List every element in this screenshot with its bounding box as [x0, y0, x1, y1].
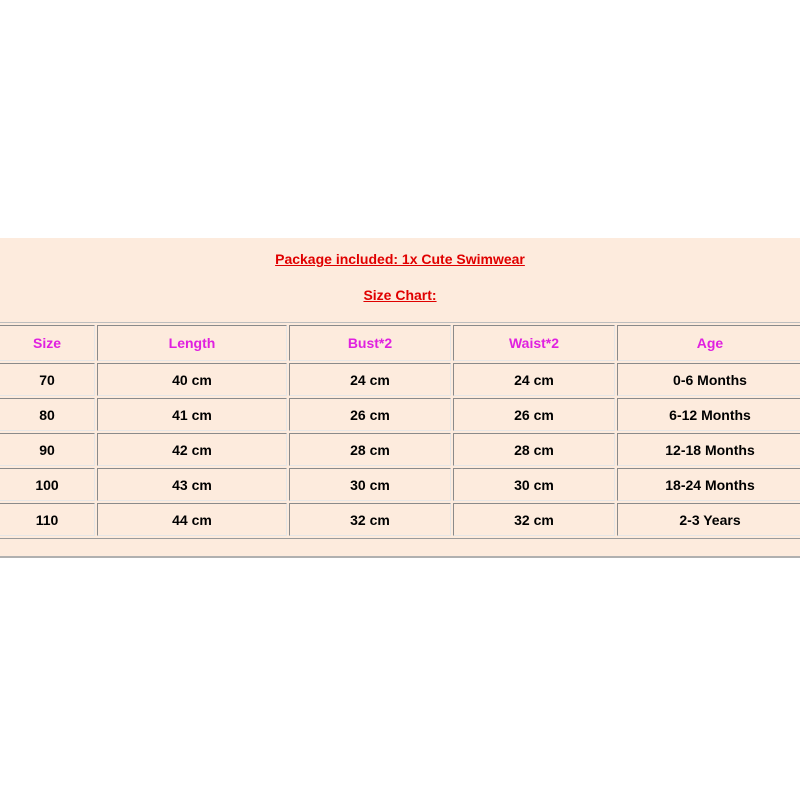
cell-bust: 30 cm — [289, 468, 451, 501]
cell-waist: 32 cm — [453, 503, 615, 536]
cell-waist: 28 cm — [453, 433, 615, 466]
table-row — [0, 433, 800, 466]
cell-length: 40 cm — [97, 363, 287, 396]
table-row — [0, 468, 800, 501]
header-waist: Waist*2 — [453, 325, 615, 361]
header-size: Size — [0, 325, 95, 361]
size-chart-heading: Size Chart: — [363, 287, 437, 303]
cell-size: 80 — [0, 398, 95, 431]
cell-size: 90 — [0, 433, 95, 466]
cell-age: 0-6 Months — [617, 363, 800, 396]
table-header-row — [0, 325, 800, 361]
cell-length: 44 cm — [97, 503, 287, 536]
cell-length: 43 cm — [97, 468, 287, 501]
cell-age: 2-3 Years — [617, 503, 800, 536]
table-row — [0, 363, 800, 396]
cell-bust: 28 cm — [289, 433, 451, 466]
cell-age: 18-24 Months — [617, 468, 800, 501]
size-chart-panel — [0, 238, 800, 558]
cell-bust: 26 cm — [289, 398, 451, 431]
table-row — [0, 503, 800, 536]
cell-length: 42 cm — [97, 433, 287, 466]
cell-waist: 26 cm — [453, 398, 615, 431]
panel-bottom-divider — [0, 556, 800, 558]
cell-bust: 24 cm — [289, 363, 451, 396]
cell-size: 70 — [0, 363, 95, 396]
cell-age: 6-12 Months — [617, 398, 800, 431]
cell-length: 41 cm — [97, 398, 287, 431]
cell-size: 100 — [0, 468, 95, 501]
header-length: Length — [97, 325, 287, 361]
header-age: Age — [617, 325, 800, 361]
cell-bust: 32 cm — [289, 503, 451, 536]
cell-age: 12-18 Months — [617, 433, 800, 466]
table-row — [0, 398, 800, 431]
header-bust: Bust*2 — [289, 325, 451, 361]
cell-waist: 24 cm — [453, 363, 615, 396]
cell-waist: 30 cm — [453, 468, 615, 501]
cell-size: 110 — [0, 503, 95, 536]
package-included-heading: Package included: 1x Cute Swimwear — [275, 251, 525, 267]
size-table — [0, 322, 800, 539]
